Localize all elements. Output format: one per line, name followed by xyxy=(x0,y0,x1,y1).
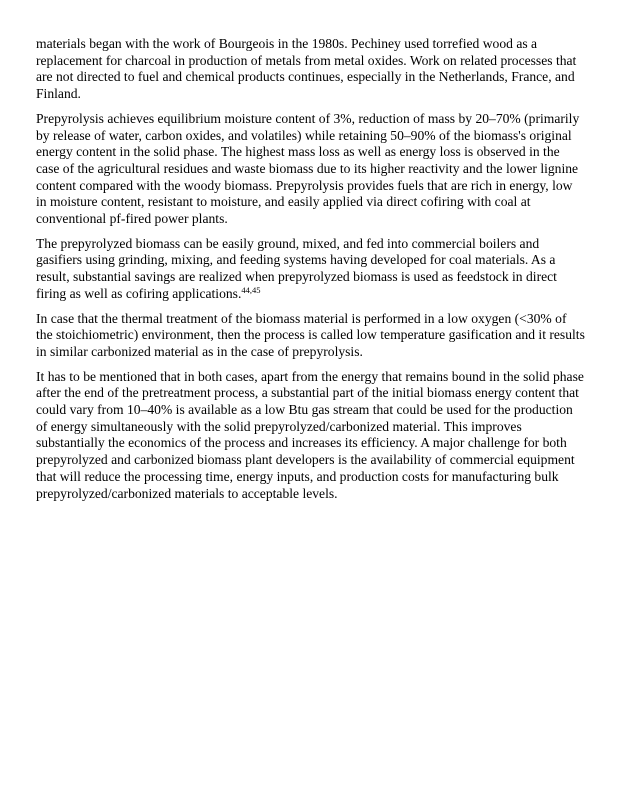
paragraph-low-temperature-gasification xyxy=(36,311,586,361)
document-page xyxy=(36,36,586,510)
paragraph-text: In case that the thermal treatment of the biomass material is performed in a low oxygen (<30% of the stoichiometric) environment, then the process is called low temperature gasification and it results in similar carbonized material as in the case of prepyrolysis. xyxy=(36,310,585,359)
paragraph-prepyrolyzed-handling xyxy=(36,236,586,303)
paragraph-text: materials began with the work of Bourgeois in the 1980s. Pechiney used torrefied wood as a replacement for charcoal in production of metals from metal oxides. Work on related processes that are not directed to fuel and chemical products continues, especially in the Netherlands, France, and Finland. xyxy=(36,36,577,102)
paragraph-text: Prepyrolysis achieves equilibrium moisture content of 3%, reduction of mass by 20–70% (primarily by release of water, carbon oxides, and volatiles) while retaining 50–90% of the biomass's original energy content in the solid phase. The highest mass loss as well as energy loss is observed in the case of the agricultural residues and waste biomass due to its higher reactivity and the lower lignine content compared with the woody biomass. Prepyrolysis provides fuels that are rich in energy, low in moisture content, resistant to moisture, and easily applied via direct cofiring with coal at conventional pf-fired power plants. xyxy=(36,110,580,227)
citation-reference[interactable]: 44,45 xyxy=(241,284,261,295)
paragraph-prepyrolysis-properties xyxy=(36,111,586,228)
paragraph-text: It has to be mentioned that in both cases, apart from the energy that remains bound in the solid phase after the end of the pretreatment process, a substantial part of the initial biomass energy content that could vary from 10–40% is available as a low Btu gas stream that could be used for the production of energy simultaneously with the solid prepyrolyzed/carbonized material. This improves substantially the economics of the process and increases its efficiency. A major challenge for both prepyrolyzed and carbonized biomass plant developers is the availability of commercial equipment that will reduce the processing time, energy inputs, and production costs for manufacturing bulk prepyrolyzed/carbonized materials to acceptable levels. xyxy=(36,368,584,501)
paragraph-torrefaction-history xyxy=(36,36,586,103)
paragraph-text: The prepyrolyzed biomass can be easily ground, mixed, and fed into commercial boilers and gasifiers using grinding, mixing, and feeding systems having developed for coal materials. As a result, substantial savings are realized when prepyrolyzed biomass is used as feedstock in direct firing as well as cofiring applications. xyxy=(36,235,557,301)
paragraph-energy-economics xyxy=(36,369,586,503)
